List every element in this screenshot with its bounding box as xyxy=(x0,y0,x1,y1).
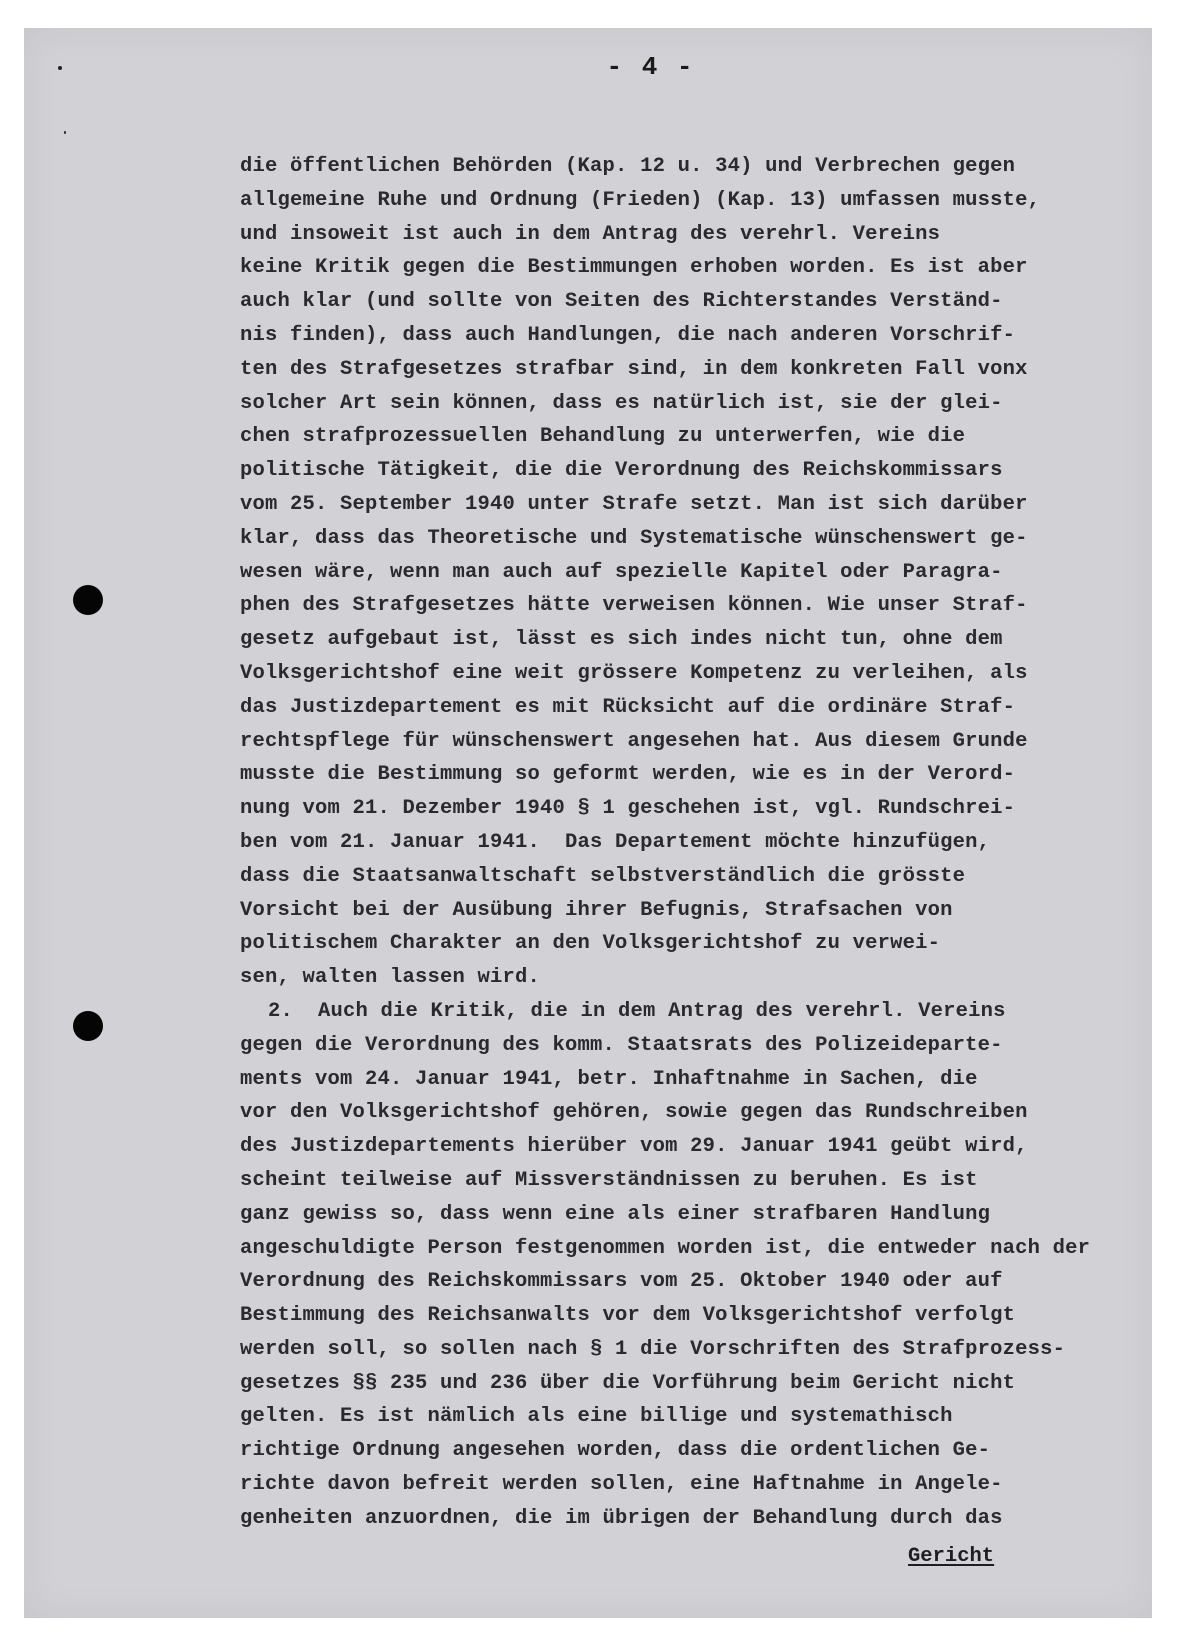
text-line: genheiten anzuordnen, die im übrigen der Behandlung durch das xyxy=(240,1506,1003,1530)
text-line: dass die Staatsanwaltschaft selbstverständlich die grösste xyxy=(240,864,966,888)
text-line: nis finden), dass auch Handlungen, die nach anderen Vorschrif- xyxy=(240,323,1016,347)
text-line: scheint teilweise auf Missverständnissen zu beruhen. Es ist xyxy=(240,1168,978,1192)
text-line: rechtspflege für wünschenswert angesehen hat. Aus diesem Grunde xyxy=(240,729,1028,753)
punch-hole xyxy=(73,585,103,615)
text-line: sen, walten lassen wird. xyxy=(240,966,541,990)
text-line: 2. Auch die Kritik, die in dem Antrag des verehrl. Vereins xyxy=(268,999,1006,1023)
text-line: vor den Volksgerichtshof gehören, sowie gegen das Rundschreiben xyxy=(240,1101,1028,1125)
text-line: angeschuldigte Person festgenommen worden ist, die entweder nach der xyxy=(240,1236,1091,1260)
text-line: gesetz aufgebaut ist, lässt es sich indes nicht tun, ohne dem xyxy=(240,628,1003,652)
text-line: politischem Charakter an den Volksgerichtshof zu verwei- xyxy=(240,932,941,956)
text-line: Bestimmung des Reichsanwalts vor dem Volksgerichtshof verfolgt xyxy=(240,1304,1016,1328)
text-line: gegen die Verordnung des komm. Staatsrats des Polizeideparte- xyxy=(240,1033,1003,1057)
text-line: solcher Art sein können, dass es natürlich ist, sie der glei- xyxy=(240,391,1003,415)
text-line: gelten. Es ist nämlich als eine billige und systemathisch xyxy=(240,1405,953,1429)
text-line: ben vom 21. Januar 1941. Das Departement möchte hinzufügen, xyxy=(240,830,991,854)
text-line: phen des Strafgesetzes hätte verweisen können. Wie unser Straf- xyxy=(240,594,1028,618)
text-line: keine Kritik gegen die Bestimmungen erhoben worden. Es ist aber xyxy=(240,256,1028,280)
punch-hole xyxy=(73,1011,103,1041)
body-text xyxy=(240,150,1140,1536)
text-line: allgemeine Ruhe und Ordnung (Frieden) (Kap. 13) umfassen musste, xyxy=(240,188,1041,212)
text-line: Volksgerichtshof eine weit grössere Kompetenz zu verleihen, als xyxy=(240,661,1028,685)
catchword: Gericht xyxy=(908,1545,995,1568)
page-number: - 4 - xyxy=(606,52,695,82)
text-line: politische Tätigkeit, die die Verordnung des Reichskommissars xyxy=(240,459,1003,483)
text-line: die öffentlichen Behörden (Kap. 12 u. 34) und Verbrechen gegen xyxy=(240,155,1016,178)
text-line: musste die Bestimmung so geformt werden, wie es in der Verord- xyxy=(240,763,1016,787)
text-line: ments vom 24. Januar 1941, betr. Inhaftnahme in Sachen, die xyxy=(240,1067,978,1091)
text-line: auch klar (und sollte von Seiten des Richterstandes Verständ- xyxy=(240,290,1003,314)
text-line: chen strafprozessuellen Behandlung zu unterwerfen, wie die xyxy=(240,425,966,449)
text-line: Vorsicht bei der Ausübung ihrer Befugnis, Strafsachen von xyxy=(240,898,953,922)
text-line: richte davon befreit werden sollen, eine Haftnahme in Angele- xyxy=(240,1473,1003,1497)
text-line: richtige Ordnung angesehen worden, dass die ordentlichen Ge- xyxy=(240,1439,991,1463)
text-line: gesetzes §§ 235 und 236 über die Vorführung beim Gericht nicht xyxy=(240,1371,1016,1395)
text-line: wesen wäre, wenn man auch auf spezielle Kapitel oder Paragra- xyxy=(240,560,1003,584)
text-line: ten des Strafgesetzes strafbar sind, in dem konkreten Fall vonx xyxy=(240,357,1028,381)
ink-speck xyxy=(64,131,66,134)
text-line: vom 25. September 1940 unter Strafe setzt. Man ist sich darüber xyxy=(240,492,1028,516)
text-line: nung vom 21. Dezember 1940 § 1 geschehen ist, vgl. Rundschrei- xyxy=(240,797,1016,821)
text-line: das Justizdepartement es mit Rücksicht auf die ordinäre Straf- xyxy=(240,695,1016,719)
text-line: Verordnung des Reichskommissars vom 25. Oktober 1940 oder auf xyxy=(240,1270,1003,1294)
text-line: und insoweit ist auch in dem Antrag des verehrl. Vereins xyxy=(240,222,941,246)
text-line: ganz gewiss so, dass wenn eine als einer strafbaren Handlung xyxy=(240,1202,991,1226)
text-line: des Justizdepartements hierüber vom 29. Januar 1941 geübt wird, xyxy=(240,1135,1028,1159)
text-line: werden soll, so sollen nach § 1 die Vorschriften des Strafprozess- xyxy=(240,1337,1066,1361)
text-line: klar, dass das Theoretische und Systematische wünschenswert ge- xyxy=(240,526,1028,550)
